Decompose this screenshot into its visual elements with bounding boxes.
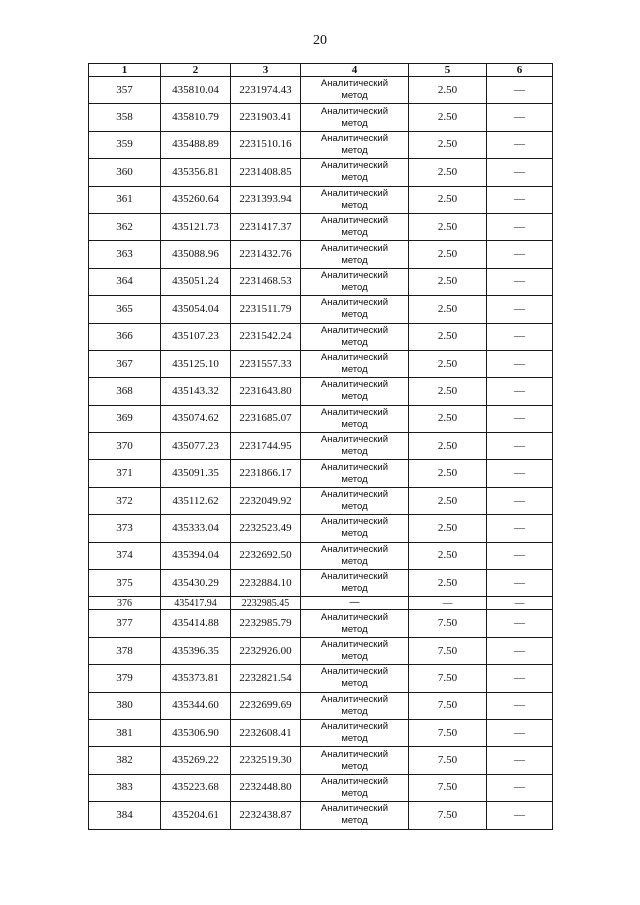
accuracy-cell: 7.50 <box>409 692 487 719</box>
note-cell: — <box>487 719 553 746</box>
accuracy-cell: 2.50 <box>409 405 487 432</box>
method-cell <box>301 77 409 104</box>
note-cell: — <box>487 350 553 377</box>
x-coordinate-cell: 435430.29 <box>161 570 231 597</box>
note-cell: — <box>487 186 553 213</box>
method-text: Аналитический метод <box>320 379 389 403</box>
note-cell: — <box>487 213 553 240</box>
table-body <box>89 77 553 830</box>
page-number: 20 <box>313 33 327 48</box>
table-row <box>89 665 553 692</box>
x-coordinate-cell: 435269.22 <box>161 747 231 774</box>
method-text: Аналитический метод <box>320 324 389 348</box>
note-cell: — <box>487 104 553 131</box>
x-coordinate-cell: 435204.61 <box>161 802 231 829</box>
note-cell: — <box>487 405 553 432</box>
y-coordinate-cell: 2232049.92 <box>231 487 301 514</box>
note-cell: — <box>487 460 553 487</box>
y-coordinate-cell: 2232699.69 <box>231 692 301 719</box>
table-row <box>89 597 553 610</box>
accuracy-cell: 2.50 <box>409 268 487 295</box>
point-number-cell: 374 <box>89 542 161 569</box>
method-text: Аналитический метод <box>320 242 389 266</box>
table-row <box>89 692 553 719</box>
y-coordinate-cell: 2231643.80 <box>231 378 301 405</box>
point-number-cell: 357 <box>89 77 161 104</box>
x-coordinate-cell: 435074.62 <box>161 405 231 432</box>
y-coordinate-cell: 2232821.54 <box>231 665 301 692</box>
column-header: 2 <box>161 64 231 77</box>
note-cell: — <box>487 802 553 829</box>
table-row <box>89 268 553 295</box>
accuracy-cell: 7.50 <box>409 802 487 829</box>
method-cell <box>301 515 409 542</box>
note-cell: — <box>487 542 553 569</box>
y-coordinate-cell: 2231468.53 <box>231 268 301 295</box>
table-row <box>89 186 553 213</box>
note-cell: — <box>487 131 553 158</box>
method-text: Аналитический метод <box>320 132 389 156</box>
method-text: Аналитический метод <box>320 269 389 293</box>
method-cell <box>301 104 409 131</box>
method-cell <box>301 774 409 801</box>
accuracy-cell: 7.50 <box>409 747 487 774</box>
method-text: Аналитический метод <box>320 611 389 635</box>
point-number-cell: 372 <box>89 487 161 514</box>
method-text: Аналитический метод <box>320 297 389 321</box>
method-cell <box>301 610 409 637</box>
method-cell <box>301 378 409 405</box>
note-cell: — <box>487 610 553 637</box>
method-cell <box>301 186 409 213</box>
table-row <box>89 159 553 186</box>
y-coordinate-cell: 2231393.94 <box>231 186 301 213</box>
point-number-cell: 365 <box>89 296 161 323</box>
y-coordinate-cell: 2231903.41 <box>231 104 301 131</box>
method-cell <box>301 323 409 350</box>
accuracy-cell: 7.50 <box>409 719 487 746</box>
note-cell: — <box>487 597 553 610</box>
accuracy-cell: 2.50 <box>409 131 487 158</box>
point-number-cell: 361 <box>89 186 161 213</box>
point-number-cell: 383 <box>89 774 161 801</box>
point-number-cell: 363 <box>89 241 161 268</box>
accuracy-cell: 2.50 <box>409 350 487 377</box>
point-number-cell: 359 <box>89 131 161 158</box>
point-number-cell: 371 <box>89 460 161 487</box>
table-row <box>89 570 553 597</box>
y-coordinate-cell: 2231744.95 <box>231 433 301 460</box>
table-row <box>89 241 553 268</box>
y-coordinate-cell: 2231542.24 <box>231 323 301 350</box>
method-cell <box>301 747 409 774</box>
note-cell: — <box>487 487 553 514</box>
table-row <box>89 104 553 131</box>
table-row <box>89 774 553 801</box>
point-number-cell: 377 <box>89 610 161 637</box>
method-text: Аналитический метод <box>320 775 389 799</box>
point-number-cell: 381 <box>89 719 161 746</box>
method-text: Аналитический метод <box>320 406 389 430</box>
x-coordinate-cell: 435051.24 <box>161 268 231 295</box>
accuracy-cell: 2.50 <box>409 542 487 569</box>
point-number-cell: 370 <box>89 433 161 460</box>
accuracy-cell: 7.50 <box>409 637 487 664</box>
accuracy-cell: 2.50 <box>409 104 487 131</box>
x-coordinate-cell: 435077.23 <box>161 433 231 460</box>
method-cell <box>301 213 409 240</box>
table-row <box>89 77 553 104</box>
point-number-cell: 360 <box>89 159 161 186</box>
x-coordinate-cell: 435356.81 <box>161 159 231 186</box>
method-text: Аналитический метод <box>320 160 389 184</box>
method-text: Аналитический метод <box>320 187 389 211</box>
method-cell <box>301 542 409 569</box>
x-coordinate-cell: 435810.04 <box>161 77 231 104</box>
table-row <box>89 542 553 569</box>
method-text: Аналитический метод <box>320 461 389 485</box>
y-coordinate-cell: 2232448.80 <box>231 774 301 801</box>
note-cell: — <box>487 268 553 295</box>
x-coordinate-cell: 435414.88 <box>161 610 231 637</box>
x-coordinate-cell: 435333.04 <box>161 515 231 542</box>
note-cell: — <box>487 241 553 268</box>
method-text: Аналитический метод <box>320 516 389 540</box>
method-text: Аналитический метод <box>320 215 389 239</box>
note-cell: — <box>487 515 553 542</box>
table-row <box>89 802 553 829</box>
method-cell <box>301 296 409 323</box>
column-header: 1 <box>89 64 161 77</box>
column-header: 3 <box>231 64 301 77</box>
table-row <box>89 378 553 405</box>
y-coordinate-cell: 2232985.79 <box>231 610 301 637</box>
column-header: 5 <box>409 64 487 77</box>
method-cell <box>301 131 409 158</box>
y-coordinate-cell: 2231408.85 <box>231 159 301 186</box>
table-row <box>89 433 553 460</box>
point-number-cell: 382 <box>89 747 161 774</box>
table-row <box>89 460 553 487</box>
method-cell <box>301 802 409 829</box>
point-number-cell: 369 <box>89 405 161 432</box>
point-number-cell: 362 <box>89 213 161 240</box>
accuracy-cell: 2.50 <box>409 186 487 213</box>
accuracy-cell: 2.50 <box>409 77 487 104</box>
x-coordinate-cell: 435394.04 <box>161 542 231 569</box>
point-number-cell: 364 <box>89 268 161 295</box>
point-number-cell: 368 <box>89 378 161 405</box>
method-text: Аналитический метод <box>320 571 389 595</box>
x-coordinate-cell: 435088.96 <box>161 241 231 268</box>
method-text: Аналитический метод <box>320 803 389 827</box>
accuracy-cell: 2.50 <box>409 296 487 323</box>
table-row <box>89 323 553 350</box>
note-cell: — <box>487 747 553 774</box>
method-cell <box>301 460 409 487</box>
x-coordinate-cell: 435054.04 <box>161 296 231 323</box>
point-number-cell: 378 <box>89 637 161 664</box>
y-coordinate-cell: 2232608.41 <box>231 719 301 746</box>
accuracy-cell: 7.50 <box>409 610 487 637</box>
accuracy-cell: 2.50 <box>409 515 487 542</box>
point-number-cell: 367 <box>89 350 161 377</box>
y-coordinate-cell: 2231432.76 <box>231 241 301 268</box>
accuracy-cell: 2.50 <box>409 241 487 268</box>
y-coordinate-cell: 2231511.79 <box>231 296 301 323</box>
method-cell: — <box>301 597 409 610</box>
table-header-row <box>89 64 553 77</box>
y-coordinate-cell: 2232926.00 <box>231 637 301 664</box>
method-text: Аналитический метод <box>320 105 389 129</box>
x-coordinate-cell: 435143.32 <box>161 378 231 405</box>
method-text: Аналитический метод <box>320 352 389 376</box>
method-text: Аналитический метод <box>320 721 389 745</box>
table-row <box>89 350 553 377</box>
table-row <box>89 131 553 158</box>
table-row <box>89 637 553 664</box>
method-cell <box>301 637 409 664</box>
method-text: Аналитический метод <box>320 543 389 567</box>
x-coordinate-cell: 435810.79 <box>161 104 231 131</box>
accuracy-cell: 2.50 <box>409 213 487 240</box>
x-coordinate-cell: 435306.90 <box>161 719 231 746</box>
point-number-cell: 358 <box>89 104 161 131</box>
y-coordinate-cell: 2232438.87 <box>231 802 301 829</box>
method-cell <box>301 268 409 295</box>
table-row <box>89 719 553 746</box>
x-coordinate-cell: 435223.68 <box>161 774 231 801</box>
table-row <box>89 487 553 514</box>
x-coordinate-cell: 435260.64 <box>161 186 231 213</box>
method-cell <box>301 719 409 746</box>
method-cell <box>301 665 409 692</box>
method-cell <box>301 692 409 719</box>
method-cell <box>301 433 409 460</box>
column-header: 4 <box>301 64 409 77</box>
x-coordinate-cell: 435091.35 <box>161 460 231 487</box>
accuracy-cell: 2.50 <box>409 323 487 350</box>
point-number-cell: 376 <box>89 597 161 610</box>
y-coordinate-cell: 2232519.30 <box>231 747 301 774</box>
note-cell: — <box>487 570 553 597</box>
method-text: Аналитический метод <box>320 666 389 690</box>
accuracy-cell: 2.50 <box>409 487 487 514</box>
y-coordinate-cell: 2231510.16 <box>231 131 301 158</box>
x-coordinate-cell: 435373.81 <box>161 665 231 692</box>
table-row <box>89 610 553 637</box>
point-number-cell: 384 <box>89 802 161 829</box>
method-text: Аналитический метод <box>320 748 389 772</box>
x-coordinate-cell: 435112.62 <box>161 487 231 514</box>
point-number-cell: 379 <box>89 665 161 692</box>
x-coordinate-cell: 435396.35 <box>161 637 231 664</box>
point-number-cell: 375 <box>89 570 161 597</box>
method-cell <box>301 241 409 268</box>
note-cell: — <box>487 296 553 323</box>
table-row <box>89 405 553 432</box>
x-coordinate-cell: 435488.89 <box>161 131 231 158</box>
x-coordinate-cell: 435344.60 <box>161 692 231 719</box>
x-coordinate-cell: 435107.23 <box>161 323 231 350</box>
accuracy-cell: — <box>409 597 487 610</box>
note-cell: — <box>487 665 553 692</box>
x-coordinate-cell: 435125.10 <box>161 350 231 377</box>
y-coordinate-cell: 2232985.45 <box>231 597 301 610</box>
accuracy-cell: 7.50 <box>409 665 487 692</box>
accuracy-cell: 2.50 <box>409 460 487 487</box>
accuracy-cell: 2.50 <box>409 159 487 186</box>
method-text: Аналитический метод <box>320 489 389 513</box>
x-coordinate-cell: 435121.73 <box>161 213 231 240</box>
note-cell: — <box>487 774 553 801</box>
table-row <box>89 213 553 240</box>
point-number-cell: 380 <box>89 692 161 719</box>
accuracy-cell: 2.50 <box>409 433 487 460</box>
y-coordinate-cell: 2231866.17 <box>231 460 301 487</box>
method-text: Аналитический метод <box>320 78 389 102</box>
point-number-cell: 373 <box>89 515 161 542</box>
table-row <box>89 515 553 542</box>
method-cell <box>301 350 409 377</box>
note-cell: — <box>487 77 553 104</box>
accuracy-cell: 2.50 <box>409 570 487 597</box>
y-coordinate-cell: 2231685.07 <box>231 405 301 432</box>
column-header: 6 <box>487 64 553 77</box>
point-number-cell: 366 <box>89 323 161 350</box>
table-row <box>89 296 553 323</box>
method-cell <box>301 405 409 432</box>
note-cell: — <box>487 159 553 186</box>
method-cell <box>301 570 409 597</box>
y-coordinate-cell: 2231417.37 <box>231 213 301 240</box>
method-text: Аналитический метод <box>320 693 389 717</box>
method-cell <box>301 487 409 514</box>
note-cell: — <box>487 637 553 664</box>
y-coordinate-cell: 2232523.49 <box>231 515 301 542</box>
y-coordinate-cell: 2231974.43 <box>231 77 301 104</box>
accuracy-cell: 2.50 <box>409 378 487 405</box>
note-cell: — <box>487 433 553 460</box>
note-cell: — <box>487 323 553 350</box>
note-cell: — <box>487 378 553 405</box>
note-cell: — <box>487 692 553 719</box>
method-text: Аналитический метод <box>320 639 389 662</box>
accuracy-cell: 7.50 <box>409 774 487 801</box>
y-coordinate-cell: 2231557.33 <box>231 350 301 377</box>
y-coordinate-cell: 2232692.50 <box>231 542 301 569</box>
method-cell <box>301 159 409 186</box>
method-text: Аналитический метод <box>320 434 389 458</box>
y-coordinate-cell: 2232884.10 <box>231 570 301 597</box>
x-coordinate-cell: 435417.94 <box>161 597 231 610</box>
coordinates-table <box>88 63 553 830</box>
table-row <box>89 747 553 774</box>
